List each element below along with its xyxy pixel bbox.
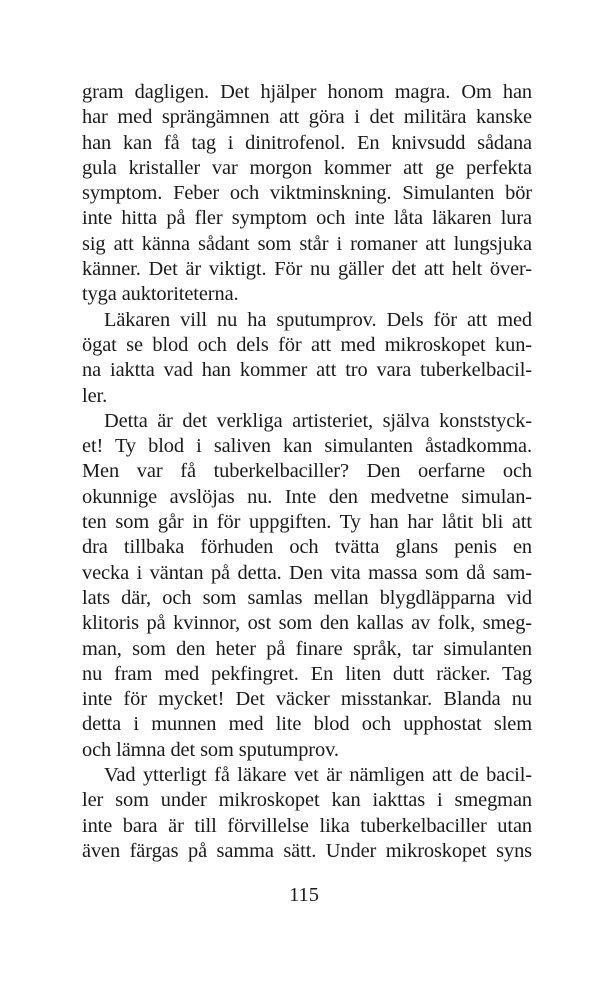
text-line: okunnige avslöjas nu. Inte den medvetne simulan- bbox=[82, 485, 532, 508]
body-text bbox=[82, 80, 532, 864]
page-number: 115 bbox=[289, 884, 319, 906]
text-line: känner. Det är viktigt. För nu gäller det att helt över- bbox=[82, 258, 532, 281]
text-line: klitoris på kvinnor, ost som den kallas av folk, smeg- bbox=[82, 612, 532, 635]
text-line: ler. bbox=[82, 384, 108, 407]
text-line: vecka i väntan på detta. Den vita massa som då sam- bbox=[82, 561, 532, 584]
text-line: et! Ty blod i saliven kan simulanten åstadkomma. bbox=[82, 435, 532, 458]
text-line: och lämna det som sputumprov. bbox=[82, 738, 339, 761]
text-line: lats där, och som samlas mellan blygdläpparna vid bbox=[82, 586, 532, 609]
text-line: tyga auktoriteterna. bbox=[82, 283, 239, 306]
text-line: symptom. Feber och viktminskning. Simulanten bör bbox=[82, 182, 532, 205]
text-line: Vad ytterligt få läkare vet är nämligen att de bacil- bbox=[104, 764, 532, 787]
text-line: detta i munnen med lite blod och upphostat slem bbox=[82, 713, 532, 736]
text-line: man, som den heter på finare språk, tar simulanten bbox=[82, 637, 532, 660]
text-line: Detta är det verkliga artisteriet, själva konststyck- bbox=[104, 409, 532, 432]
text-line: na iaktta vad han kommer att tro vara tuberkelbacil- bbox=[82, 359, 532, 382]
text-line: ögat se blod och dels för att med mikroskopet kun- bbox=[82, 333, 532, 356]
text-line: ten som går in för uppgiften. Ty han har låtit bli att bbox=[82, 511, 532, 534]
text-line: inte bara är till förvillelse lika tuberkelbaciller utan bbox=[82, 814, 532, 837]
text-line: även färgas på samma sätt. Under mikroskopet syns bbox=[82, 839, 532, 862]
text-line: nu fram med pekfingret. En liten dutt räcker. Tag bbox=[82, 662, 532, 685]
text-line: Läkaren vill nu ha sputumprov. Dels för att med bbox=[104, 308, 532, 331]
text-line: inte hitta på fler symptom och inte låta läkaren lura bbox=[82, 207, 532, 230]
text-line: gram dagligen. Det hjälper honom magra. Om han bbox=[82, 81, 532, 103]
text-line: ler som under mikroskopet kan iakttas i smegman bbox=[82, 789, 532, 812]
text-line: gula kristaller var morgon kommer att ge perfekta bbox=[82, 156, 532, 179]
text-line: dra tillbaka förhuden och tvätta glans penis en bbox=[82, 536, 532, 559]
text-line: han kan få tag i dinitrofenol. En knivsudd sådana bbox=[82, 131, 532, 154]
text-line: inte för mycket! Det väcker misstankar. Blanda nu bbox=[82, 688, 532, 711]
text-line: Men var få tuberkelbaciller? Den oerfarne och bbox=[82, 460, 532, 483]
text-line: har med sprängämnen att göra i det militära kanske bbox=[82, 106, 532, 129]
text-line: sig att känna sådant som står i romaner att lungsjuka bbox=[82, 232, 532, 255]
